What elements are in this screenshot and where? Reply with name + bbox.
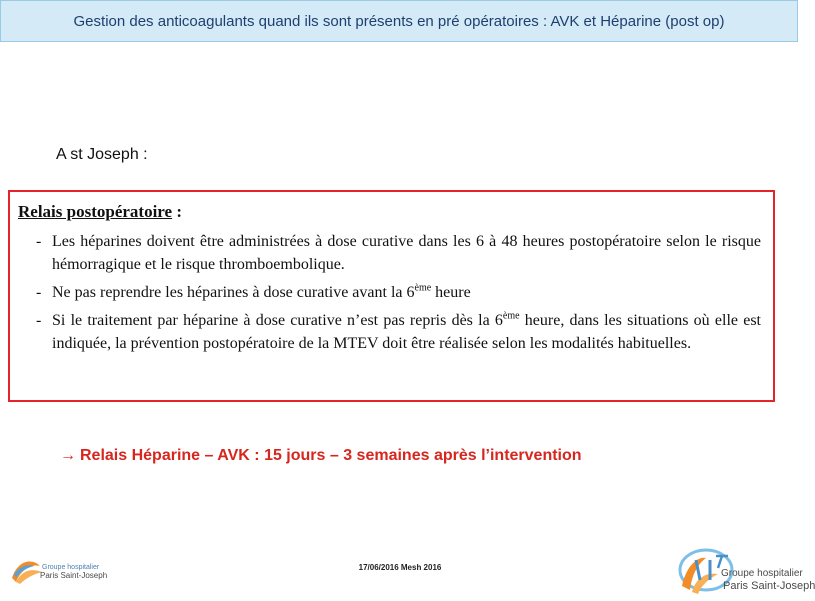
logo-right-line1: Groupe hospitalier (721, 568, 803, 579)
footer-date: 17/06/2016 Mesh 2016 (358, 563, 442, 572)
dash-bullet: - (36, 284, 42, 301)
item-text-tail: heure (431, 284, 471, 301)
arrow-right-icon: → (60, 447, 76, 464)
logo-right-line2: Paris Saint-Joseph (723, 580, 815, 592)
excerpt-heading-text: Relais postopératoire (18, 202, 173, 221)
superscript: ème (414, 282, 432, 294)
item-text: Ne pas reprendre les héparines à dose curative avant la 6 (52, 284, 415, 301)
hospital-logo-right (676, 546, 815, 596)
excerpt-heading (18, 202, 182, 222)
excerpt-list (36, 230, 761, 360)
slide-title: Gestion des anticoagulants quand ils sont présents en pré opératoires : AVK et Héparine (post op) (73, 12, 725, 30)
dash-bullet: - (36, 312, 42, 329)
section-subtitle: A st Joseph : (56, 146, 148, 163)
item-text: Si le traitement par héparine à dose curative n’est pas repris dès la 6 (52, 312, 503, 329)
relay-note (60, 447, 582, 465)
logo-left-line1: Groupe hospitalier (42, 564, 100, 571)
logo-left-line2: Paris Saint-Joseph (40, 571, 108, 580)
excerpt-heading-colon: : (172, 202, 183, 221)
list-item (36, 281, 761, 304)
dash-bullet: - (36, 233, 42, 250)
item-text-tail: heure, dans les situations où elle est indiquée, la prévention postopératoire de la MTEV doit être réalisée selon les modalités habituelles. (52, 312, 761, 352)
list-item (36, 309, 761, 355)
relay-note-text: Relais Héparine – AVK : 15 jours – 3 semaines après l’intervention (80, 447, 582, 464)
list-item (36, 230, 761, 276)
superscript: ème (502, 310, 520, 322)
item-text: Les héparines doivent être administrées à dose curative dans les 6 à 48 heures postopératoire selon le risque hémorragique et le risque thromboembolique. (52, 233, 761, 273)
protocol-excerpt-box (8, 190, 775, 402)
slide-title-bar (0, 0, 798, 42)
